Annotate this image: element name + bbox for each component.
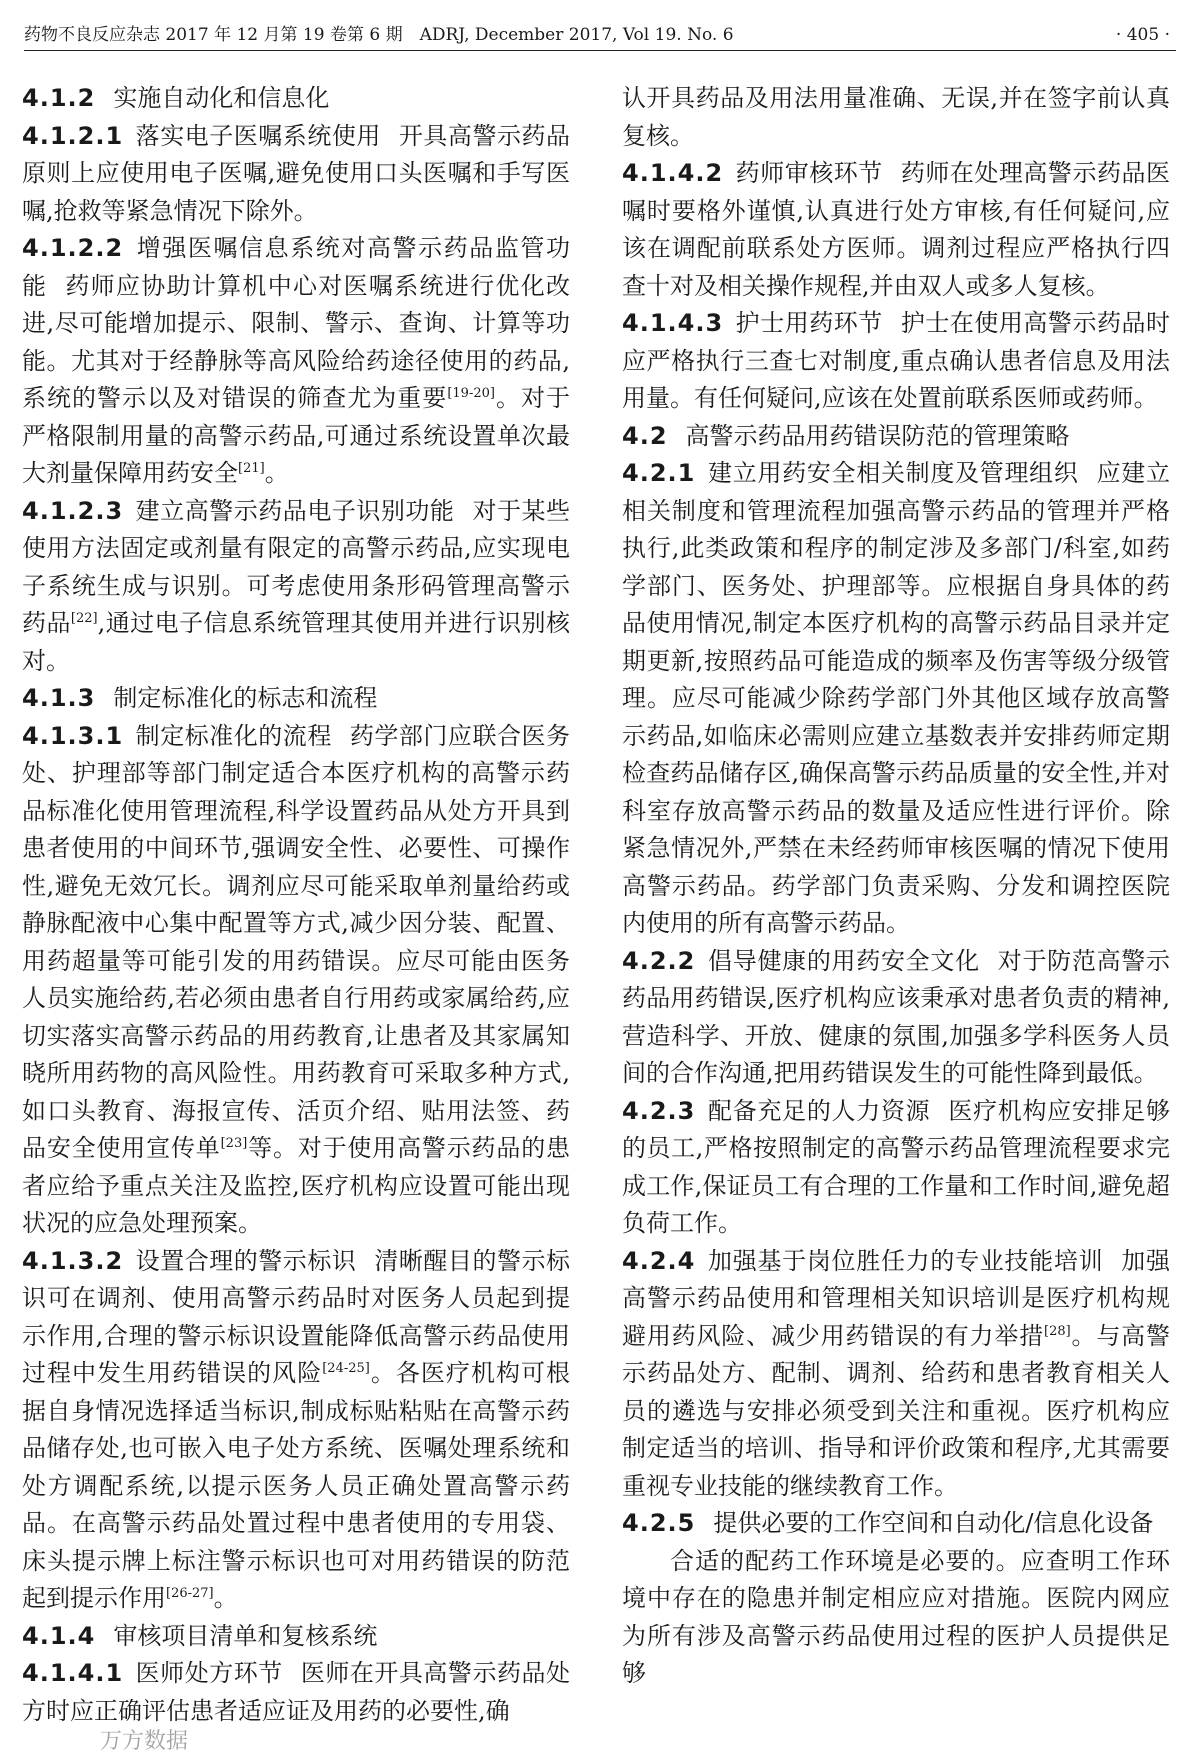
subsection-title: 配备充足的人力资源 xyxy=(707,1096,931,1125)
section-title: 审核项目清单和复核系统 xyxy=(113,1621,378,1650)
section-title: 提供必要的工作空间和自动化/信息化设备 xyxy=(713,1509,1154,1537)
subsection-number: 4.2.3 xyxy=(622,1096,696,1125)
section-number: 4.1.2 xyxy=(22,84,96,112)
section-title: 实施自动化和信息化 xyxy=(113,84,330,112)
paragraph-text: 药学部门应联合医务处、护理部等部门制定适合本医疗机构的高警示药品标准化使用管理流程,科学设置药品从处方开具到患者使用的中间环节,强调安全性、必要性、可操作性,避免无效冗长。调剂应尽可能采取单剂量给药或静脉配液中心集中配置等方式,减少因分装、配置、用药超量等可能引发的用药错误。应尽可能由医务人员实施给药,若必须由患者自行用药或家属给药,应切实落实高警示药品的用药教育,让患者及其家属知晓所用药物的高风险性。用药教育可采取多种方式,如口头教育、海报宣传、活页介绍、贴用法签、药品安全使用宣传单 xyxy=(22,721,571,1162)
subsection-paragraph xyxy=(22,718,570,1243)
paragraph-text: 。 xyxy=(264,459,289,487)
subsection-paragraph xyxy=(22,1243,570,1618)
citation: [22] xyxy=(70,611,98,626)
paragraph-text: 护士在使用高警示药品时应严格执行三查七对制度,重点确认患者信息及用法用量。有任何疑问,应该在处置前联系医师或药师。 xyxy=(622,309,1171,412)
subsection-title: 倡导健康的用药安全文化 xyxy=(707,946,980,975)
paragraph-text: 认开具药品及用法用量准确、无误,并在签字前认真复核。 xyxy=(622,84,1170,150)
subsection-title: 落实电子医嘱系统使用 xyxy=(135,121,381,150)
body-paragraph xyxy=(622,80,1170,155)
section-number: 4.1.3 xyxy=(22,684,96,712)
paragraph-text: 开具高警示药品原则上应使用电子医嘱,避免使用口头医嘱和手写医嘱,抢救等紧急情况下除外。 xyxy=(22,121,571,225)
subsection-title: 建立高警示药品电子识别功能 xyxy=(135,496,455,525)
citation: [26-27] xyxy=(166,1586,214,1601)
page-number: · 405 · xyxy=(1115,25,1170,45)
subsection-number: 4.1.3.1 xyxy=(22,721,124,750)
subsection-paragraph xyxy=(622,943,1170,1093)
section-heading xyxy=(622,418,1170,456)
paragraph-text: 医疗机构应安排足够的员工,严格按照制定的高警示药品管理流程要求完成工作,保证员工有合理的工作量和工作时间,避免超负荷工作。 xyxy=(622,1096,1170,1237)
subsection-paragraph xyxy=(622,1243,1170,1506)
paragraph-text: 药师在处理高警示药品医嘱时要格外谨慎,认真进行处方审核,有任何疑问,应该在调配前联系处方医师。调剂过程应严格执行四查十对及相关操作规程,并由双人或多人复核。 xyxy=(622,159,1171,300)
subsection-number: 4.2.4 xyxy=(622,1246,696,1275)
subsection-number: 4.1.4.3 xyxy=(622,309,724,337)
citation: [24-25] xyxy=(322,1361,370,1376)
subsection-title: 增强医嘱信息系统对高警示药品监管功能 xyxy=(22,234,570,300)
subsection-title: 药师审核环节 xyxy=(735,159,883,187)
section-title: 高警示药品用药错误防范的管理策略 xyxy=(685,421,1070,450)
paragraph-text: 。与高警示药品处方、配制、调剂、给药和患者教育相关人员的遴选与安排必须受到关注和重视。医疗机构应制定适当的培训、指导和评价政策和程序,尤其需要重视专业技能的继续教育工作。 xyxy=(622,1321,1171,1500)
subsection-paragraph xyxy=(622,155,1170,305)
paragraph-text: 。 xyxy=(213,1584,238,1612)
paragraph-text: 。对于严格限制用量的高警示药品,可通过系统设置单次最大剂量保障用药安全 xyxy=(22,384,571,487)
section-heading xyxy=(22,1618,570,1656)
paragraph-text: 合适的配药工作环境是必要的。应查明工作环境中存在的隐患并制定相应应对措施。医院内网应为所有涉及高警示药品使用过程的医护人员提供足够 xyxy=(622,1546,1170,1687)
subsection-title: 制定标准化的流程 xyxy=(135,721,332,750)
subsection-number: 4.1.2.2 xyxy=(22,234,124,262)
paragraph-text: 药师应协助计算机中心对医嘱系统进行优化改进,尽可能增加提示、限制、警示、查询、计算等功能。尤其对于经静脉等高风险给药途径使用的药品,系统的警示以及对错误的筛查尤为重要 xyxy=(22,271,571,412)
section-heading xyxy=(22,80,570,118)
subsection-paragraph xyxy=(22,118,570,231)
subsection-number: 4.1.2.1 xyxy=(22,121,124,150)
subsection-number: 4.1.2.3 xyxy=(22,496,124,525)
subsection-paragraph xyxy=(22,230,570,493)
subsection-paragraph xyxy=(622,305,1170,418)
paragraph-text: ,通过电子信息系统管理其使用并进行识别核对。 xyxy=(22,609,570,675)
paragraph-text: 应建立相关制度和管理流程加强高警示药品的管理并严格执行,此类政策和程序的制定涉及多部门/科室,如药学部门、医务处、护理部等。应根据自身具体的药品使用情况,制定本医疗机构的高警示药品目录并定期更新,按照药品可能造成的频率及伤害等级分级管理。应尽可能减少除药学部门外其他区域存放高警示药品,如临床必需则应建立基数表并安排药师定期检查药品储存区,确保高警示药品质量的安全性,并对科室存放高警示药品的数量及适应性进行评价。除紧急情况外,严禁在未经药师审核医嘱的情况下使用高警示药品。药学部门负责采购、分发和调控医院内使用的所有高警示药品。 xyxy=(622,459,1170,937)
paragraph-text: 对于防范高警示药品用药错误,医疗机构应该秉承对患者负责的精神,营造科学、开放、健康的氛围,加强多学科医务人员间的合作沟通,把用药错误发生的可能性降到最低。 xyxy=(622,946,1170,1087)
section-title: 制定标准化的标志和流程 xyxy=(113,684,378,712)
journal-citation: 药物不良反应杂志 2017 年 12 月第 19 卷第 6 期 ADRJ, December 2017, Vol 19. No. 6 xyxy=(24,25,734,45)
citation: [21] xyxy=(238,461,265,476)
running-header xyxy=(24,20,1176,51)
section-number: 4.2.5 xyxy=(622,1509,696,1537)
subsection-title: 护士用药环节 xyxy=(735,309,883,337)
paragraph-text: 对于某些使用方法固定或剂量有限定的高警示药品,应实现电子系统生成与识别。可考虑使用条形码管理高警示药品 xyxy=(22,496,571,637)
body-paragraph xyxy=(622,1543,1170,1693)
subsection-title: 设置合理的警示标识 xyxy=(135,1246,357,1275)
watermark: 万方数据 xyxy=(100,1729,189,1754)
subsection-number: 4.2.2 xyxy=(622,946,696,975)
subsection-paragraph xyxy=(622,455,1170,943)
citation: [28] xyxy=(1044,1323,1071,1339)
subsection-number: 4.1.4.1 xyxy=(22,1659,124,1687)
right-column xyxy=(622,80,1170,1693)
subsection-number: 4.1.3.2 xyxy=(22,1246,124,1275)
citation: [19-20] xyxy=(447,386,495,401)
subsection-number: 4.1.4.2 xyxy=(622,159,724,187)
subsection-number: 4.2.1 xyxy=(622,459,696,487)
subsection-title: 医师处方环节 xyxy=(135,1659,283,1687)
subsection-title: 加强基于岗位胜任力的专业技能培训 xyxy=(707,1246,1104,1275)
citation: [23] xyxy=(220,1136,248,1151)
paragraph-text: 等。对于使用高警示药品的患者应给予重点关注及监控,医疗机构应设置可能出现状况的应急处理预案。 xyxy=(22,1134,571,1237)
section-heading xyxy=(22,680,570,718)
subsection-paragraph xyxy=(22,1655,570,1730)
subsection-paragraph xyxy=(22,493,570,681)
subsection-title: 建立用药安全相关制度及管理组织 xyxy=(707,459,1079,487)
paragraph-text: 医师在开具高警示药品处方时应正确评估患者适应证及用药的必要性,确 xyxy=(22,1659,571,1725)
section-heading xyxy=(622,1505,1170,1543)
subsection-paragraph xyxy=(622,1093,1170,1243)
section-number: 4.1.4 xyxy=(22,1621,96,1650)
paragraph-text: 。各医疗机构可根据自身情况选择适当标识,制成标贴粘贴在高警示药品储存处,也可嵌入电子处方系统、医嘱处理系统和处方调配系统,以提示医务人员正确处置高警示药品。在高警示药品处置过程中患者使用的专用袋、床头提示牌上标注警示标识也可对用药错误的防范起到提示作用 xyxy=(22,1359,571,1612)
section-number: 4.2 xyxy=(622,421,668,450)
paragraph-text: 清晰醒目的警示标识可在调剂、使用高警示药品时对医务人员起到提示作用,合理的警示标识设置能降低高警示药品使用过程中发生用药错误的风险 xyxy=(22,1246,571,1387)
left-column xyxy=(22,80,570,1730)
paragraph-text: 加强高警示药品使用和管理相关知识培训是医疗机构规避用药风险、减少用药错误的有力举措 xyxy=(622,1246,1170,1350)
